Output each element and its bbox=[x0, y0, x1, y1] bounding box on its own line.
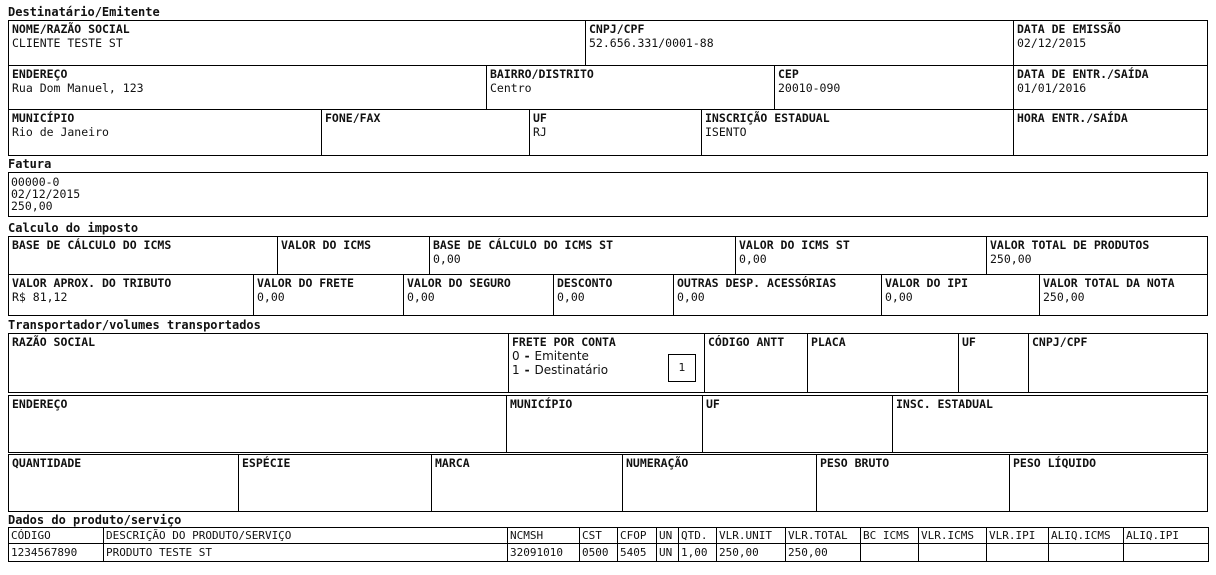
cep-label: CEP bbox=[778, 67, 799, 81]
col-header-aliq-icms: ALIQ.ICMS bbox=[1049, 528, 1124, 544]
frete-option-emitente-text: Emitente bbox=[534, 349, 589, 363]
cell-vlr-unit: 250,00 bbox=[717, 544, 786, 562]
col-header-qtd: QTD. bbox=[679, 528, 717, 544]
transp-uf2-field bbox=[702, 396, 892, 452]
frete-field bbox=[253, 275, 403, 315]
transp-uf-field bbox=[958, 334, 1028, 392]
total-produtos-field bbox=[986, 237, 1207, 274]
transp-endereco-label: ENDEREÇO bbox=[12, 397, 68, 411]
valor-icms-st-field bbox=[735, 237, 986, 274]
peso-liquido-label: PESO LÍQUIDO bbox=[1013, 456, 1097, 470]
bc-icms-label: BASE DE CÁLCULO DO ICMS bbox=[12, 238, 172, 252]
bairro-value: Centro bbox=[490, 81, 532, 95]
section-title-destinatario: Destinatário/Emitente bbox=[8, 5, 160, 19]
ipi-field bbox=[881, 275, 1039, 315]
section-title-fatura: Fatura bbox=[8, 157, 52, 171]
cell-vlr-total: 250,00 bbox=[786, 544, 861, 562]
hora-field bbox=[1013, 110, 1207, 155]
col-header-vlr-icms: VLR.ICMS bbox=[919, 528, 987, 544]
endereco-value: Rua Dom Manuel, 123 bbox=[12, 81, 144, 95]
imposto-row-2 bbox=[8, 274, 1208, 316]
fatura-box bbox=[8, 172, 1208, 217]
municipio-field bbox=[9, 110, 321, 155]
col-header-vlr-unit: VLR.UNIT bbox=[717, 528, 786, 544]
valor-icms-label: VALOR DO ICMS bbox=[281, 238, 372, 252]
entrada-value: 01/01/2016 bbox=[1017, 81, 1087, 95]
desconto-field bbox=[553, 275, 673, 315]
quantidade-field bbox=[9, 455, 238, 511]
col-header-aliq-ipi: ALIQ.IPI bbox=[1124, 528, 1209, 544]
frete-conta-field bbox=[508, 334, 704, 392]
cell-descricao: PRODUTO TESTE ST bbox=[104, 544, 508, 562]
transp-endereco-field bbox=[9, 396, 506, 452]
frete-option-destinatario-dash: - bbox=[523, 363, 531, 377]
section-title-produtos: Dados do produto/serviço bbox=[8, 513, 182, 527]
desconto-label: DESCONTO bbox=[557, 276, 613, 290]
placa-label: PLACA bbox=[811, 335, 846, 349]
cell-vlr-ipi bbox=[987, 544, 1049, 562]
emissao-label: DATA DE EMISSÃO bbox=[1017, 22, 1121, 36]
especie-field bbox=[238, 455, 431, 511]
transportador-row-3 bbox=[8, 454, 1208, 512]
frete-conta-value-box: 1 bbox=[668, 354, 696, 382]
valor-icms-field bbox=[277, 237, 429, 274]
ie-value: ISENTO bbox=[705, 125, 747, 139]
total-nota-value: 250,00 bbox=[1043, 290, 1085, 304]
destinatario-row-1 bbox=[8, 20, 1208, 66]
seguro-label: VALOR DO SEGURO bbox=[407, 276, 511, 290]
desconto-value: 0,00 bbox=[557, 290, 585, 304]
aprox-tributo-label: VALOR APROX. DO TRIBUTO bbox=[12, 276, 172, 290]
transportador-row-1 bbox=[8, 333, 1208, 393]
destinatario-row-3 bbox=[8, 109, 1208, 156]
transp-uf-label: UF bbox=[962, 335, 976, 349]
fatura-valor: 250,00 bbox=[11, 199, 53, 213]
destinatario-row-2 bbox=[8, 65, 1208, 110]
bc-icms-st-label: BASE DE CÁLCULO DO ICMS ST bbox=[433, 238, 614, 252]
total-nota-field bbox=[1039, 275, 1207, 315]
bc-icms-field bbox=[9, 237, 277, 274]
especie-label: ESPÉCIE bbox=[242, 456, 291, 470]
cell-aliq-icms bbox=[1049, 544, 1124, 562]
fone-label: FONE/FAX bbox=[325, 111, 381, 125]
section-title-transportador: Transportador/volumes transportados bbox=[8, 318, 261, 332]
municipio-label: MUNICÍPIO bbox=[12, 111, 75, 125]
col-header-codigo: CÓDIGO bbox=[9, 528, 104, 544]
peso-liquido-field bbox=[1009, 455, 1207, 511]
frete-value: 0,00 bbox=[257, 290, 285, 304]
endereco-label: ENDEREÇO bbox=[12, 67, 68, 81]
emissao-value: 02/12/2015 bbox=[1017, 36, 1087, 50]
uf-field bbox=[529, 110, 701, 155]
total-produtos-value: 250,00 bbox=[990, 252, 1032, 266]
table-row bbox=[9, 544, 1209, 562]
transp-insc-label: INSC. ESTADUAL bbox=[896, 397, 993, 411]
nome-label: NOME/RAZÃO SOCIAL bbox=[12, 22, 130, 36]
col-header-descricao: DESCRIÇÃO DO PRODUTO/SERVIÇO bbox=[104, 528, 508, 544]
nome-field bbox=[9, 21, 585, 65]
transp-insc-field bbox=[892, 396, 1207, 452]
ipi-label: VALOR DO IPI bbox=[885, 276, 969, 290]
emissao-field bbox=[1013, 21, 1207, 65]
bc-icms-st-value: 0,00 bbox=[433, 252, 461, 266]
placa-field bbox=[807, 334, 958, 392]
frete-option-destinatario-num: 1 bbox=[512, 363, 520, 377]
numeracao-field bbox=[622, 455, 816, 511]
uf-label: UF bbox=[533, 111, 547, 125]
cell-ncmsh: 32091010 bbox=[508, 544, 580, 562]
cnpj-field bbox=[585, 21, 1013, 65]
peso-bruto-label: PESO BRUTO bbox=[820, 456, 890, 470]
marca-field bbox=[431, 455, 622, 511]
cep-value: 20010-090 bbox=[778, 81, 841, 95]
cell-codigo: 1234567890 bbox=[9, 544, 104, 562]
nome-value: CLIENTE TESTE ST bbox=[12, 36, 123, 50]
uf-value: RJ bbox=[533, 125, 547, 139]
entrada-label: DATA DE ENTR./SAÍDA bbox=[1017, 67, 1149, 81]
col-header-cfop: CFOP bbox=[618, 528, 657, 544]
peso-bruto-field bbox=[816, 455, 1009, 511]
fatura-vencimento: 02/12/2015 bbox=[11, 187, 81, 201]
ipi-value: 0,00 bbox=[885, 290, 913, 304]
transp-razao-label: RAZÃO SOCIAL bbox=[12, 335, 96, 349]
quantidade-label: QUANTIDADE bbox=[12, 456, 82, 470]
cnpj-label: CNPJ/CPF bbox=[589, 22, 645, 36]
cell-vlr-icms bbox=[919, 544, 987, 562]
cell-cfop: 5405 bbox=[618, 544, 657, 562]
fatura-numero: 00000-0 bbox=[11, 175, 60, 189]
products-header-row bbox=[9, 528, 1209, 544]
endereco-field bbox=[9, 66, 486, 109]
frete-option-emitente-num: 0 bbox=[512, 349, 520, 363]
cnpj-value: 52.656.331/0001-88 bbox=[589, 36, 714, 50]
transp-razao-field bbox=[9, 334, 508, 392]
frete-option-emitente-dash: - bbox=[523, 349, 531, 363]
antt-field bbox=[704, 334, 807, 392]
bairro-label: BAIRRO/DISTRITO bbox=[490, 67, 594, 81]
col-header-vlr-ipi: VLR.IPI bbox=[987, 528, 1049, 544]
products-table bbox=[8, 527, 1209, 562]
transp-uf2-label: UF bbox=[706, 397, 720, 411]
transp-municipio-field bbox=[506, 396, 702, 452]
total-nota-label: VALOR TOTAL DA NOTA bbox=[1043, 276, 1175, 290]
municipio-value: Rio de Janeiro bbox=[12, 125, 109, 139]
aprox-tributo-value: R$ 81,12 bbox=[12, 290, 68, 304]
seguro-value: 0,00 bbox=[407, 290, 435, 304]
cell-qtd: 1,00 bbox=[679, 544, 717, 562]
ie-label: INSCRIÇÃO ESTADUAL bbox=[705, 111, 830, 125]
antt-label: CÓDIGO ANTT bbox=[708, 335, 785, 349]
hora-label: HORA ENTR./SAÍDA bbox=[1017, 111, 1128, 125]
outras-despesas-label: OUTRAS DESP. ACESSÓRIAS bbox=[677, 276, 837, 290]
ie-field bbox=[701, 110, 1013, 155]
seguro-field bbox=[403, 275, 553, 315]
total-produtos-label: VALOR TOTAL DE PRODUTOS bbox=[990, 238, 1150, 252]
cell-aliq-ipi bbox=[1124, 544, 1209, 562]
transportador-row-2 bbox=[8, 395, 1208, 453]
aprox-tributo-field bbox=[9, 275, 253, 315]
section-title-imposto: Calculo do imposto bbox=[8, 221, 139, 235]
valor-icms-st-label: VALOR DO ICMS ST bbox=[739, 238, 850, 252]
fone-field bbox=[321, 110, 529, 155]
cep-field bbox=[774, 66, 1013, 109]
frete-label: VALOR DO FRETE bbox=[257, 276, 354, 290]
cell-un: UN bbox=[657, 544, 679, 562]
col-header-vlr-total: VLR.TOTAL bbox=[786, 528, 861, 544]
marca-label: MARCA bbox=[435, 456, 470, 470]
col-header-cst: CST bbox=[580, 528, 618, 544]
outras-despesas-field bbox=[673, 275, 881, 315]
col-header-ncmsh: NCMSH bbox=[508, 528, 580, 544]
bairro-field bbox=[486, 66, 774, 109]
numeracao-label: NUMERAÇÃO bbox=[626, 456, 689, 470]
frete-conta-label: FRETE POR CONTA bbox=[512, 335, 616, 349]
cell-bc-icms bbox=[861, 544, 919, 562]
outras-despesas-value: 0,00 bbox=[677, 290, 705, 304]
col-header-bc-icms: BC ICMS bbox=[861, 528, 919, 544]
imposto-row-1 bbox=[8, 236, 1208, 275]
transp-cnpj-label: CNPJ/CPF bbox=[1032, 335, 1088, 349]
cell-cst: 0500 bbox=[580, 544, 618, 562]
bc-icms-st-field bbox=[429, 237, 735, 274]
valor-icms-st-value: 0,00 bbox=[739, 252, 767, 266]
entrada-field bbox=[1013, 66, 1207, 109]
transp-cnpj-field bbox=[1028, 334, 1207, 392]
transp-municipio-label: MUNICÍPIO bbox=[510, 397, 573, 411]
col-header-un: UN bbox=[657, 528, 679, 544]
frete-option-destinatario-text: Destinatário bbox=[534, 363, 609, 377]
